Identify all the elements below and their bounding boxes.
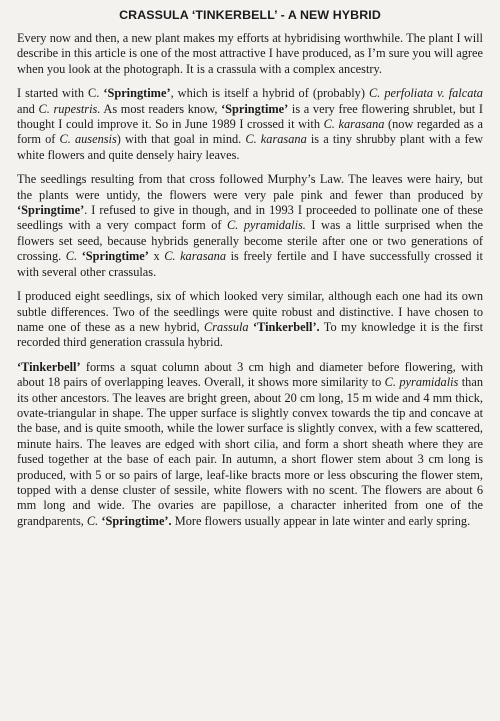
- bold-text: ‘Tinkerbell’.: [253, 319, 320, 334]
- italic-text: C. pyramidalis.: [227, 218, 306, 233]
- article-title: CRASSULA ‘TINKERBELL’ - A NEW HYBRID: [119, 8, 381, 22]
- bold-text: ‘Springtime’: [17, 203, 85, 218]
- italic-text: C. karasana: [323, 117, 385, 132]
- paragraph: [17, 172, 483, 280]
- paragraph: [17, 86, 483, 163]
- text-run: forms a squat column about 3 cm high and diameter before flowering, with about 18 pairs of overlapping leaves. Overall, it shows more similarity to: [17, 359, 483, 390]
- text-run: x: [148, 249, 165, 264]
- text-run: is a very free flowering shrublet, but I thought I could improve it. So in June 1989 I crossed it with: [17, 101, 483, 132]
- text-run: The seedlings resulting from that cross followed Murphy’s Law. The leaves were hairy, but the plants were untidy, the flowers were very pale pink and fewer than produced by: [17, 172, 483, 202]
- bold-text: ‘Tinkerbell’: [17, 359, 81, 374]
- article-body: [17, 31, 483, 529]
- italic-text: C. rupestris.: [38, 101, 101, 116]
- italic-text: C. karasana: [245, 132, 307, 147]
- text-run: and: [17, 101, 39, 116]
- text-run: I was a little surprised when the flowers set seed, because hybrids generally become sterile after one or two generations of crossing.: [17, 218, 483, 264]
- italic-text: C. perfoliata v. falcata: [368, 86, 483, 101]
- bold-text: ‘Springtime’: [103, 86, 171, 101]
- text-run: is freely fertile and I have successfully crossed it with several other crassulas.: [17, 249, 483, 279]
- italic-text: Crassula: [204, 319, 249, 334]
- text-run: I produced eight seedlings, six of which looked very similar, although each one had its own subtle differences. Two of the seedlings were quite robust and distinctive. I have chosen to name one of these as a new hybrid,: [17, 289, 483, 334]
- text-run: I started with C.: [17, 86, 104, 101]
- paragraph: [17, 289, 483, 351]
- paragraph: [17, 31, 483, 77]
- text-run: , which is itself a hybrid of (probably): [170, 86, 369, 101]
- italic-text: C.: [65, 249, 78, 264]
- italic-text: C. ausensis: [59, 132, 117, 147]
- text-run: is a tiny shrubby plant with a few white flowers and quite densely hairy leaves.: [17, 132, 483, 162]
- italic-text: C. karasana: [164, 249, 227, 264]
- text-run: . I refused to give in though, and in 1993 I proceeded to pollinate one of these seedlings with a very compact form of: [17, 203, 483, 233]
- paragraph: [17, 360, 483, 529]
- text-run: More flowers usually appear in late winter and early spring.: [171, 513, 471, 528]
- bold-text: ‘Springtime’: [81, 249, 149, 264]
- text-run: As most readers know,: [100, 101, 222, 116]
- bold-text: ‘Springtime’.: [101, 513, 172, 528]
- italic-text: C.: [86, 513, 99, 528]
- text-run: ) with that goal in mind.: [116, 132, 246, 147]
- text-run: (now regarded as a form of: [17, 117, 483, 147]
- bold-text: ‘Springtime’: [221, 101, 289, 116]
- text-run: To my knowledge it is the first recorded third generation crassula hybrid.: [17, 319, 484, 350]
- italic-text: C. pyramidalis: [384, 375, 459, 390]
- text-run: Every now and then, a new plant makes my efforts at hybridising worthwhile. The plant I will describe in this article is one of the most attractive I have produced, as I’m sure you will agree when you look at the photograph. It is a crassula with a complex ancestry.: [17, 31, 483, 76]
- text-run: than its other ancestors. The leaves are bright green, about 20 cm long, 15 m wide and 4 mm thick, ovate-triangular in shape. The upper surface is slightly convex towards the tip and concave at the base, and is quite smooth, while the lower surface is slightly convex, with a few scattered, minute hairs. The leaves are edged with short cilia, and form a short sheath where they are fused together at the base of each pair. In autumn, a short flower stem about 3 cm long is produced, with 5 or so pairs of large, leaf-like bracts more or less obscuring the flower stem, topped with a dense cluster of sessile, white flowers with no scent. The flowers are about 6 mm long and wide. The ovaries are papillose, a character inherited from one of the grandparents,: [17, 375, 483, 528]
